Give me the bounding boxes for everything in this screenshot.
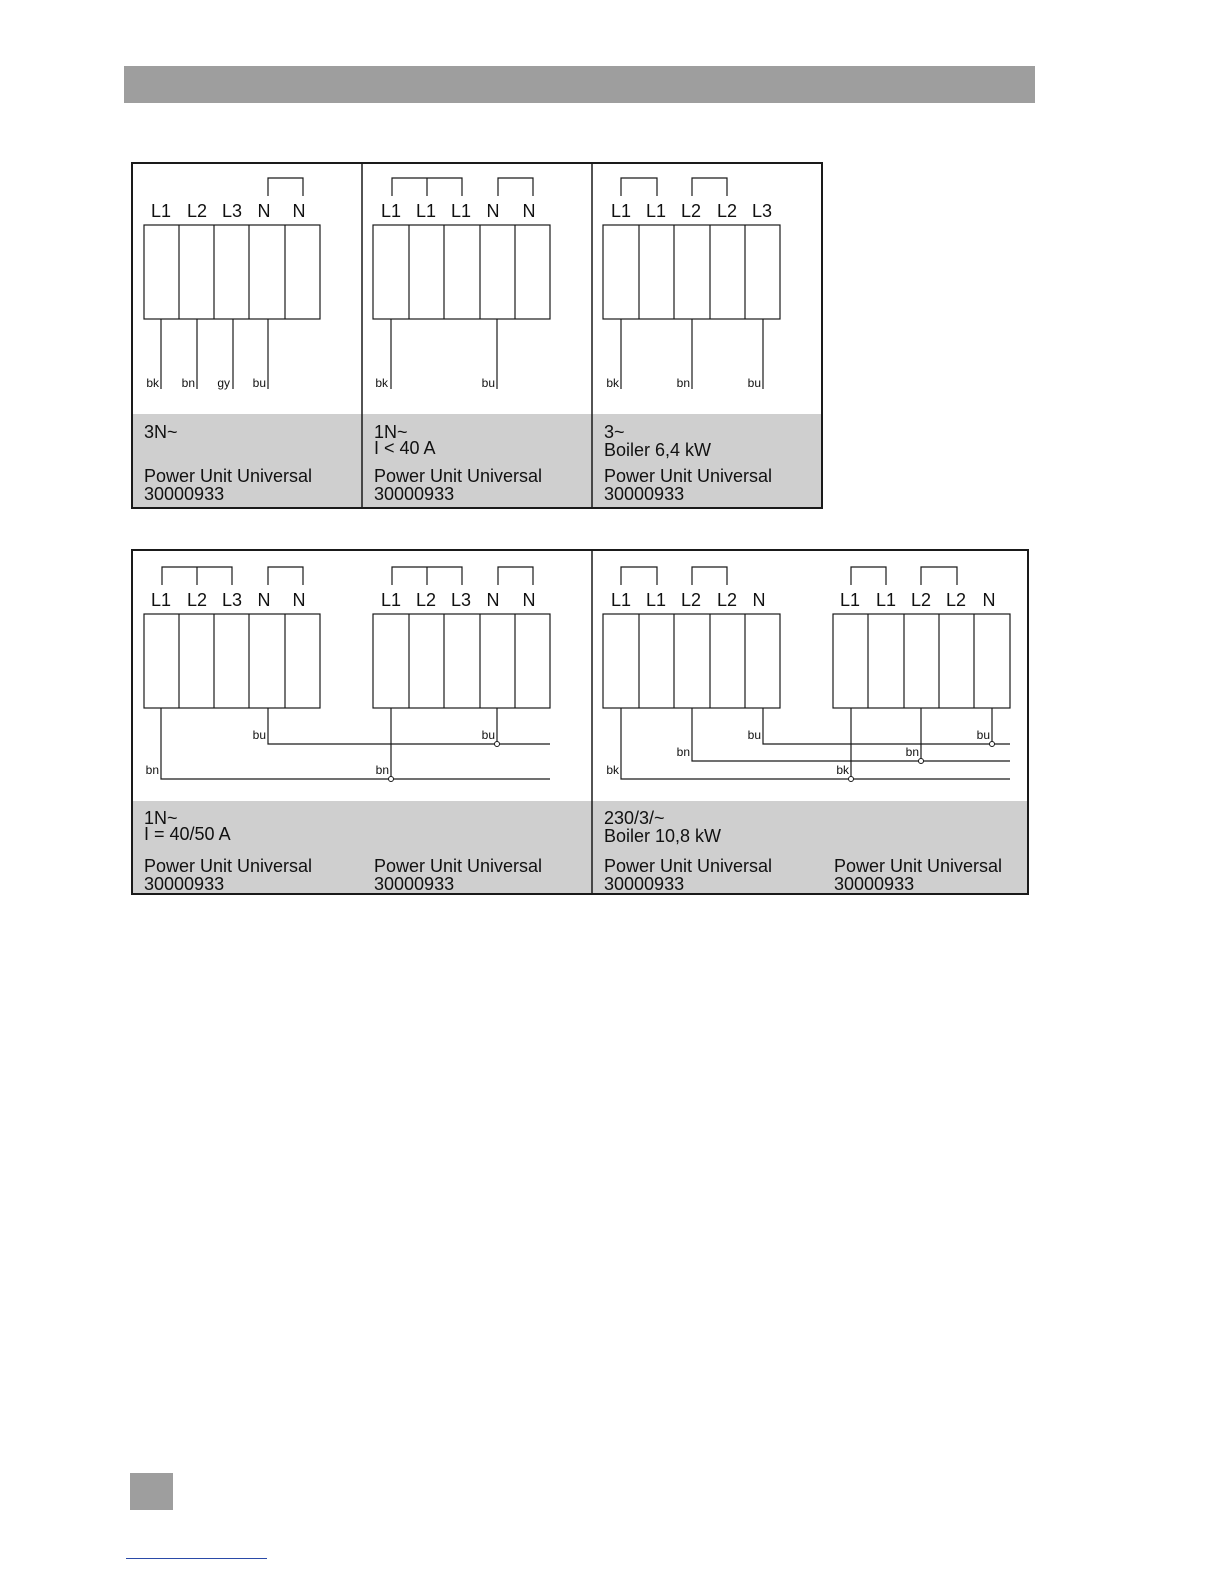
unit-code: 30000933 [374,874,455,894]
wire-label: bu [481,376,495,390]
caption-line: Boiler 6,4 kW [604,440,712,460]
bridge [268,178,303,196]
junction [990,742,995,747]
wire-label: bu [481,728,495,742]
caption-line: I = 40/50 A [144,824,231,844]
page-number-box [130,1473,173,1510]
terminal-block [373,225,550,319]
bridge [498,178,533,196]
terminal-label: L1 [875,590,897,610]
terminal-label: L3 [221,590,243,610]
terminal-block [144,225,320,319]
terminal-label: L1 [415,201,437,221]
unit-name: Power Unit Universal [144,466,313,486]
terminal-block [144,614,320,708]
bridge [498,567,533,585]
terminal-label: L1 [150,201,172,221]
wire-label: bk [836,763,849,777]
unit-name: Power Unit Universal [604,856,773,876]
bridge [851,567,886,585]
unit-name: Power Unit Universal [374,466,543,486]
bridge [621,567,657,585]
junction [849,777,854,782]
caption-line: 230/3/~ [604,808,665,828]
wire-label: bk [606,376,619,390]
caption-line: Boiler 10,8 kW [604,826,722,846]
wire-label: bu [747,728,761,742]
terminal-label: L1 [450,201,472,221]
junction [495,742,500,747]
bridge [692,567,727,585]
wire-label: bn [375,763,389,777]
terminal-block [603,614,780,708]
terminal-label: L2 [680,590,702,610]
junction [389,777,394,782]
unit-name: Power Unit Universal [374,856,543,876]
wire-label: bu [747,376,761,390]
terminal-label: N [292,590,306,610]
terminal-label: N [522,590,536,610]
terminal-label: L3 [221,201,243,221]
unit-code: 30000933 [834,874,915,894]
unit-code: 30000933 [144,484,225,504]
unit-name: Power Unit Universal [834,856,1003,876]
unit-name: Power Unit Universal [144,856,313,876]
terminal-label: L1 [380,590,402,610]
wire [268,708,550,744]
terminal-label: L2 [186,201,208,221]
terminal-label: N [486,201,500,221]
terminal-label: L2 [716,201,738,221]
terminal-label: L2 [186,590,208,610]
terminal-label: N [486,590,500,610]
wire-label: bn [905,745,919,759]
wire-label: bu [252,376,266,390]
terminal-label: L1 [839,590,861,610]
bridge [621,178,657,196]
wire-label: bn [676,745,690,759]
wire-label: bu [252,728,266,742]
terminal-label: L3 [450,590,472,610]
wire-label: bn [181,376,195,390]
caption-line: I < 40 A [374,438,436,458]
wire-label: bn [145,763,159,777]
terminal-label: N [982,590,996,610]
terminal-label: L2 [680,201,702,221]
footer-rule [126,1558,267,1559]
terminal-label: L2 [415,590,437,610]
figure-top [132,163,822,508]
terminal-label: L1 [380,201,402,221]
caption-line: 1N~ [144,808,178,828]
terminal-label: L2 [910,590,932,610]
bridge [921,567,957,585]
terminal-block [833,614,1010,708]
terminal-label: L2 [945,590,967,610]
caption-line: 3~ [604,422,625,442]
wire-label: bn [676,376,690,390]
terminal-label: L2 [716,590,738,610]
caption-line: 1N~ [374,422,408,442]
unit-code: 30000933 [604,484,685,504]
bridge [268,567,303,585]
terminal-label: N [522,201,536,221]
terminal-label: L3 [751,201,773,221]
terminal-block [373,614,550,708]
wire-label: bk [146,376,159,390]
wire [763,708,1010,744]
wire-label: gy [217,376,230,390]
wire-label: bk [606,763,619,777]
wire-label: bk [375,376,388,390]
terminal-label: L1 [645,590,667,610]
unit-code: 30000933 [604,874,685,894]
unit-name: Power Unit Universal [604,466,773,486]
terminal-label: N [257,201,271,221]
terminal-label: N [257,590,271,610]
junction [919,759,924,764]
terminal-label: L1 [645,201,667,221]
caption-line: 3N~ [144,422,178,442]
unit-code: 30000933 [144,874,225,894]
terminal-label: L1 [150,590,172,610]
terminal-label: N [752,590,766,610]
unit-code: 30000933 [374,484,455,504]
figure-bottom [132,550,1028,894]
terminal-label: N [292,201,306,221]
bridge [692,178,727,196]
terminal-block [603,225,780,319]
wire-label: bu [976,728,990,742]
terminal-label: L1 [610,590,632,610]
terminal-label: L1 [610,201,632,221]
